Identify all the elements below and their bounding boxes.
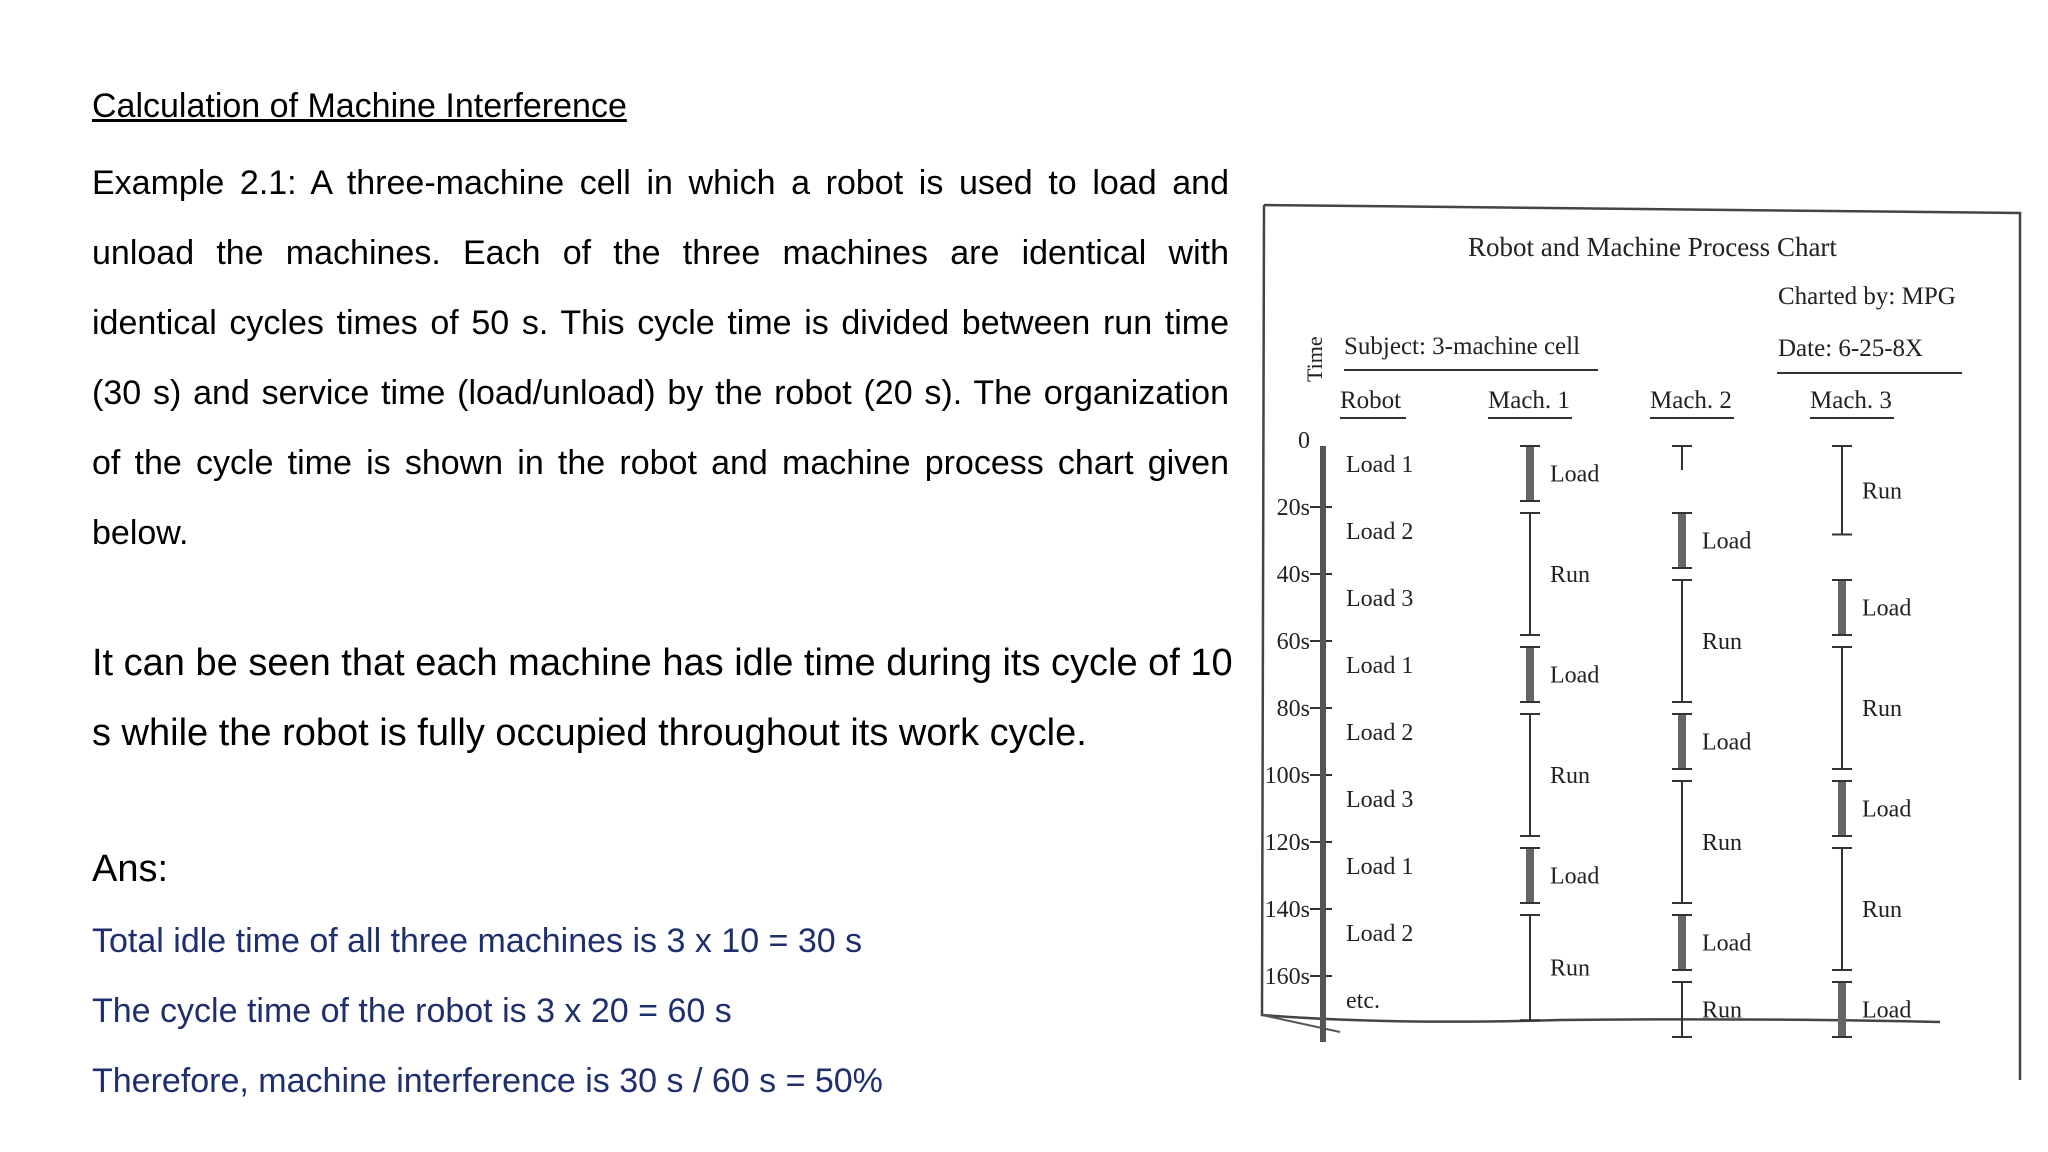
time-tick-label: 100s: [1264, 763, 1310, 789]
robot-task-label: Load 1: [1346, 653, 1414, 679]
idle-time-paragraph: It can be seen that each machine has idle time during its cycle of 10 s while the robot is fully occupied throughout its work cycle.: [92, 642, 1233, 754]
mach2-segment-label: Load: [1702, 930, 1752, 957]
mach2-segment-label: Load: [1702, 729, 1752, 756]
robot-column: [1320, 446, 1413, 1042]
process-chart-figure: [1240, 170, 2030, 1080]
robot-task-label: Load 2: [1346, 921, 1414, 947]
time-tick-label: 20s: [1276, 495, 1310, 521]
mach1-segment-label: Run: [1550, 763, 1591, 789]
time-tick-label: 160s: [1264, 964, 1310, 990]
mach2-segment-label: Run: [1702, 629, 1743, 655]
mach2-segment-label: Run: [1702, 997, 1743, 1024]
machine-columns: [1520, 446, 1911, 1037]
mach2-segment-label: Load: [1702, 528, 1752, 555]
robot-task-label: Load 1: [1346, 452, 1414, 478]
column-headers: [1340, 387, 1894, 418]
answer-line-idle: Total idle time of all three machines is 3 x 10 = 30 s: [92, 922, 863, 960]
mach1-segment-label: Run: [1550, 955, 1591, 982]
mach3-segment-label: Run: [1862, 478, 1903, 505]
robot-task-label: Load 2: [1346, 519, 1414, 545]
chart-title: Robot and Machine Process Chart: [1468, 232, 1837, 262]
answer-line-result: Therefore, machine interference is 30 s / 60 s = 50%: [92, 1062, 883, 1100]
mach2-segment-label: Run: [1702, 830, 1743, 856]
mach1-load-bar: [1526, 446, 1534, 501]
mach1-load-bar: [1526, 848, 1534, 903]
robot-task-label: etc.: [1346, 988, 1380, 1014]
chart-subject: Subject: 3-machine cell: [1344, 333, 1581, 360]
mach3-segment-label: Load: [1862, 595, 1912, 622]
robot-task-label: Load 3: [1346, 586, 1414, 612]
example-paragraph: Example 2.1: A three-machine cell in which a robot is used to load and unload the machines. Each of the three machines are identical with identical cycles times of 50 s. This cycle time is divided between run time (30 s) and service time (load/unload) by the robot (20 s). The organization of the cycle time is shown in the robot and machine process chart given below.: [92, 164, 1229, 552]
robot-task-label: Load 1: [1346, 854, 1414, 880]
chart-charted-by: Charted by: MPG: [1778, 283, 1956, 310]
time-tick-label: 140s: [1264, 897, 1310, 923]
time-tick-label: 40s: [1276, 562, 1310, 588]
mach2-load-bar: [1678, 915, 1686, 970]
mach1-segment-label: Run: [1550, 562, 1591, 588]
mach3-segment-label: Run: [1862, 696, 1903, 722]
time-axis-label: Time: [1302, 336, 1327, 382]
robot-activity-bar: [1320, 446, 1326, 1042]
time-tick-label: 60s: [1276, 629, 1310, 655]
column-header-2: Mach. 2: [1650, 387, 1732, 414]
page-heading: Calculation of Machine Interference: [92, 87, 627, 125]
mach1-load-bar: [1526, 647, 1534, 702]
mach3-segment-label: Load: [1862, 997, 1912, 1024]
chart-date: Date: 6-25-8X: [1778, 335, 1924, 362]
answer-line-cycle: The cycle time of the robot is 3 x 20 = 60 s: [92, 992, 732, 1030]
mach3-load-bar: [1838, 781, 1846, 836]
time-tick-label: 120s: [1264, 830, 1310, 856]
time-tick-label: 80s: [1276, 696, 1310, 722]
mach3-load-bar: [1838, 982, 1846, 1037]
time-tick-label: 0: [1298, 428, 1310, 454]
mach1-segment-label: Load: [1550, 863, 1600, 890]
mach3-load-bar: [1838, 580, 1846, 635]
mach3-segment-label: Load: [1862, 796, 1912, 823]
column-header-0: Robot: [1340, 387, 1402, 414]
mach1-segment-label: Load: [1550, 662, 1600, 689]
mach2-load-bar: [1678, 714, 1686, 769]
mach3-segment-label: Run: [1862, 897, 1903, 923]
column-header-1: Mach. 1: [1488, 387, 1570, 414]
mach1-segment-label: Load: [1550, 461, 1600, 488]
robot-task-label: Load 2: [1346, 720, 1414, 746]
answer-label: Ans:: [92, 848, 169, 890]
column-header-3: Mach. 3: [1810, 387, 1892, 414]
robot-task-label: Load 3: [1346, 787, 1414, 813]
mach2-load-bar: [1678, 513, 1686, 568]
